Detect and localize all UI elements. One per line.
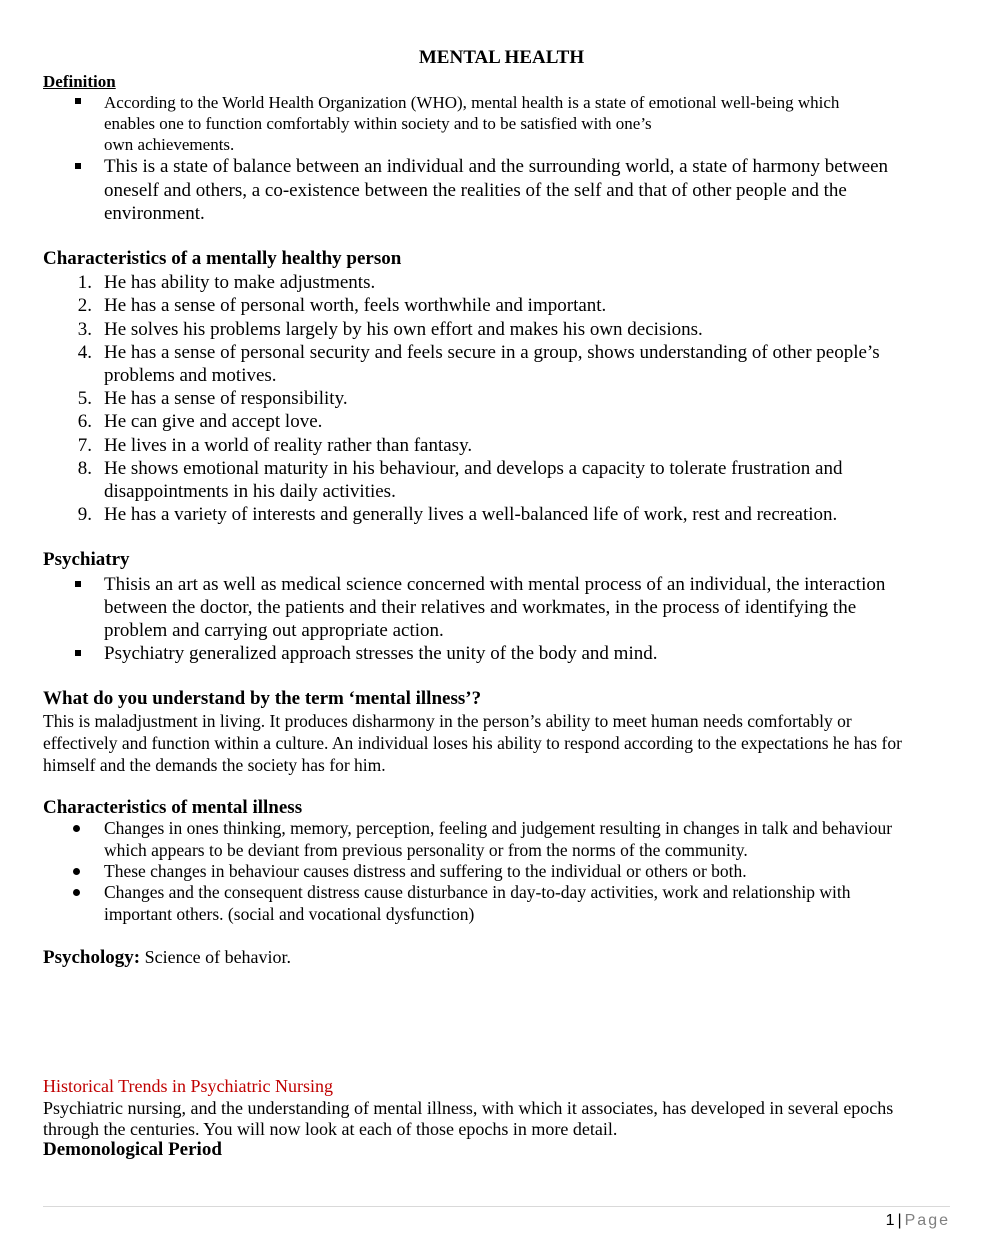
bullet-square-icon <box>75 98 81 104</box>
list-number: 9. <box>77 504 92 525</box>
definition-bullet2-line: This is a state of balance between an individual and the surrounding world, a state of harmony between <box>104 156 889 177</box>
illness-bullet3-line: Changes and the consequent distress cause disturbance in day-to-day activities, work and relationship with <box>104 882 851 902</box>
list-item: He has ability to make adjustments. <box>104 272 376 293</box>
characteristics-illness-heading: Characteristics of mental illness <box>43 797 303 818</box>
bullet-square-icon <box>75 581 81 587</box>
list-number: 4. <box>77 342 92 363</box>
list-number: 3. <box>77 319 92 340</box>
list-item: He shows emotional maturity in his behaviour, and develops a capacity to tolerate frustration and <box>104 458 843 479</box>
page-number: 1 <box>885 1212 895 1229</box>
illness-bullet1-line: Changes in ones thinking, memory, perception, feeling and judgement resulting in changes in talk and behaviour <box>104 818 893 838</box>
document-title: MENTAL HEALTH <box>418 47 585 68</box>
footer-separator: | <box>897 1212 902 1229</box>
list-item-continuation: disappointments in his daily activities. <box>104 481 396 502</box>
bullet-square-icon <box>75 650 81 656</box>
list-item: He can give and accept love. <box>104 411 323 432</box>
list-number: 7. <box>77 435 92 456</box>
psychology-label: Psychology: <box>43 947 141 968</box>
mental-illness-paragraph-line: This is maladjustment in living. It produces disharmony in the person’s ability to meet human needs comfortably or <box>43 711 852 731</box>
psychiatry-bullet1-line: between the doctor, the patients and their relatives and workmates, in the process of identifying the <box>104 597 857 618</box>
list-number: 1. <box>77 272 92 293</box>
historical-paragraph-line: Psychiatric nursing, and the understanding of mental illness, with which it associates, has developed in several epochs <box>43 1098 894 1118</box>
psychiatry-heading: Psychiatry <box>43 549 130 570</box>
bullet-square-icon <box>75 163 81 169</box>
illness-bullet2-line: These changes in behaviour causes distress and suffering to the individual or others or both. <box>104 861 747 881</box>
psychology-definition <box>43 946 291 969</box>
characteristics-healthy-heading: Characteristics of a mentally healthy person <box>43 248 402 269</box>
illness-bullet1-line: which appears to be deviant from previous personality or from the norms of the community. <box>104 840 748 860</box>
psychiatry-bullet1-line: problem and carrying out appropriate action. <box>104 620 444 641</box>
list-item-continuation: problems and motives. <box>104 365 277 386</box>
illness-bullet3-line: important others. (social and vocational dysfunction) <box>104 904 475 924</box>
list-item: He has a sense of responsibility. <box>104 388 348 409</box>
bullet-dot-icon <box>73 825 80 832</box>
list-item: He solves his problems largely by his own effort and makes his own decisions. <box>104 319 703 340</box>
list-number: 8. <box>77 458 92 479</box>
historical-paragraph-line: through the centuries. You will now look at each of those epochs in more detail. <box>43 1119 618 1139</box>
list-item: He has a variety of interests and generally lives a well-balanced life of work, rest and recreation. <box>104 504 838 525</box>
page-label: Page <box>904 1212 950 1229</box>
list-item: He lives in a world of reality rather than fantasy. <box>104 435 473 456</box>
list-item: He has a sense of personal worth, feels worthwhile and important. <box>104 295 607 316</box>
definition-bullet1-line: enables one to function comfortably within society and to be satisfied with one’s <box>104 114 652 133</box>
definition-bullet2-line: oneself and others, a co-existence between the realities of the self and that of other people and the <box>104 180 847 201</box>
psychiatry-bullet1-line: Thisis an art as well as medical science concerned with mental process of an individual, the interaction <box>104 574 886 595</box>
footer-divider <box>43 1206 950 1207</box>
bullet-dot-icon <box>73 868 80 875</box>
list-number: 2. <box>77 295 92 316</box>
mental-illness-paragraph-line: effectively and function within a culture. An individual loses his ability to respond according to the expectations he has for <box>43 733 902 753</box>
list-item: He has a sense of personal security and feels secure in a group, shows understanding of other people’s <box>104 342 880 363</box>
historical-trends-heading: Historical Trends in Psychiatric Nursing <box>43 1076 333 1096</box>
list-number: 6. <box>77 411 92 432</box>
bullet-dot-icon <box>73 889 80 896</box>
demonological-period-heading: Demonological Period <box>43 1139 222 1160</box>
definition-bullet1-line: own achievements. <box>104 135 235 154</box>
mental-illness-paragraph-line: himself and the demands the society has for him. <box>43 755 386 775</box>
definition-bullet1-line: According to the World Health Organization (WHO), mental health is a state of emotional well-being which <box>104 93 840 112</box>
mental-illness-heading: What do you understand by the term ‘mental illness’? <box>43 688 482 709</box>
definition-bullet2-line: environment. <box>104 203 205 224</box>
list-number: 5. <box>77 388 92 409</box>
psychology-text: Science of behavior. <box>140 947 292 967</box>
definition-heading: Definition <box>43 72 116 91</box>
page-footer <box>886 1210 950 1232</box>
psychiatry-bullet2-line: Psychiatry generalized approach stresses the unity of the body and mind. <box>104 643 658 664</box>
